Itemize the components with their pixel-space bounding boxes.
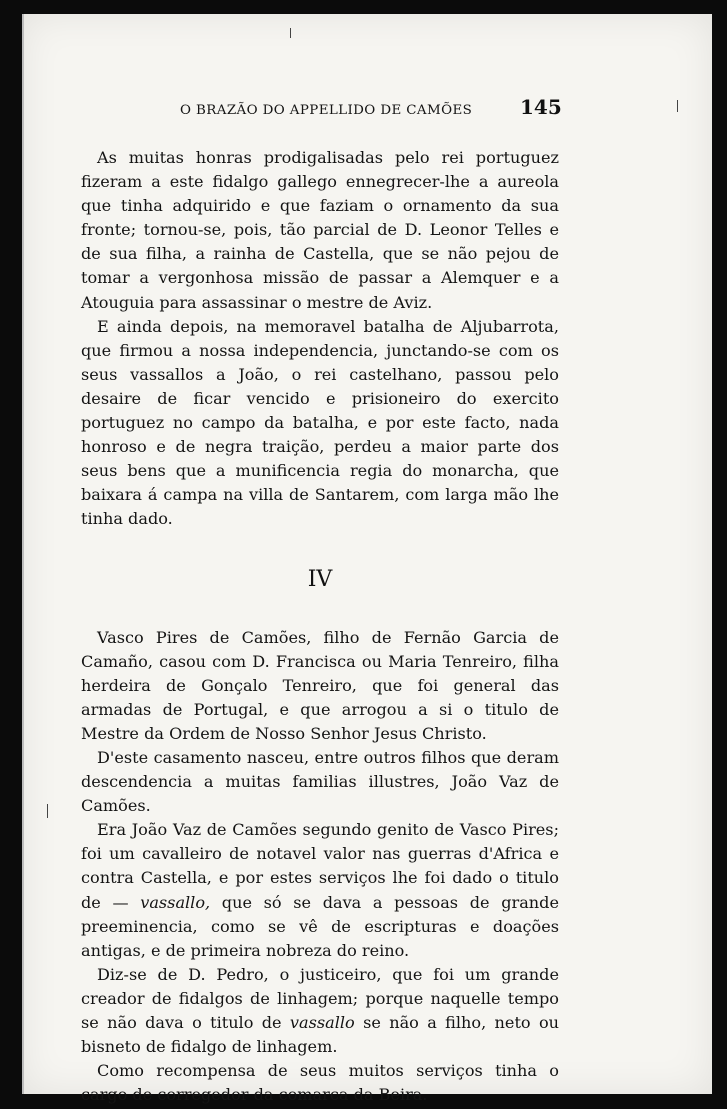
paragraph-6-text: Diz-se de D. Pedro, o justiceiro, que foi um grande creador de fidalgos de linhagem; porque naquelle tempo se não dava o titulo de [81, 964, 559, 1032]
paragraph-5-text-end: que só se dava a pessoas de grande preeminencia, como se vê de escripturas e doações antigas, e de primeira nobreza do reino. [81, 892, 559, 960]
paragraph-5 [81, 818, 559, 963]
running-title: O BRAZÃO DO APPELLIDO DE CAMÕES [180, 103, 473, 118]
paragraph-3: Vasco Pires de Camões, filho de Fernão Garcia de Camaño, casou com D. Francisca ou Maria Tenreiro, filha herdeira de Gonçalo Tenreiro, que foi general das armadas de Portugal, e que arrogou a si o titulo de Mestre da Ordem de Nosso Senhor Jesus Christo. [81, 627, 559, 743]
italic-term-vassallo: vassallo [289, 1013, 355, 1032]
paragraph-7: Como recompensa de seus muitos serviços tinha o cargo de corregedor da comarca da Beira. [81, 1061, 559, 1105]
italic-term-vassallo: vassallo, [140, 892, 211, 912]
body-text [81, 146, 559, 1107]
paragraph-2: E ainda depois, na memoravel batalha de Aljubarrota, que firmou a nossa independencia, junctando-se com os seus vassallos a João, o rei castelhano, passou pelo desaire de ficar vencido e prisioneiro do exercito portuguez no campo da batalha, e por este facto, nada honroso e de negra traição, perdeu a maior parte dos seus bens que a munificencia regia do monarcha, que baixara á campa na villa de Santarem, com larga mão lhe tinha dado. [81, 316, 559, 529]
margin-mark [47, 804, 48, 818]
paragraph-4: D'este casamento nasceu, entre outros filhos que deram descendencia a muitas familias illustres, João Vaz de Camões. [81, 747, 559, 816]
paragraph-5-text: Era João Vaz de Camões segundo genito de Vasco Pires; foi um cavalleiro de notavel valor nas guerras d'Africa e contra Castella, e por estes serviços lhe foi dado o titulo de — [81, 820, 559, 912]
paragraph-1: As muitas honras prodigalisadas pelo rei portuguez fizeram a este fidalgo gallego ennegrecer-lhe a aureola que tinha adquirido e que faziam o ornamento da sua fronte; tornou-se, pois, tão parcial de D. Leonor Telles e de sua filha, a rainha de Castella, que se não pejou de tomar a vergonhosa missão de passar a Alemquer e a Atouguia para assassinar o mestre de Aviz. [81, 148, 559, 312]
page-fold-shadow [22, 14, 24, 1094]
paragraph-6 [81, 963, 559, 1059]
margin-mark [677, 100, 678, 112]
paragraph-6-text-end: se não a filho, neto ou bisneto de fidalgo de linhagem. [81, 1013, 559, 1057]
margin-mark [290, 28, 291, 38]
page-number: 145 [520, 95, 562, 119]
chapter-heading: IV [307, 566, 333, 592]
